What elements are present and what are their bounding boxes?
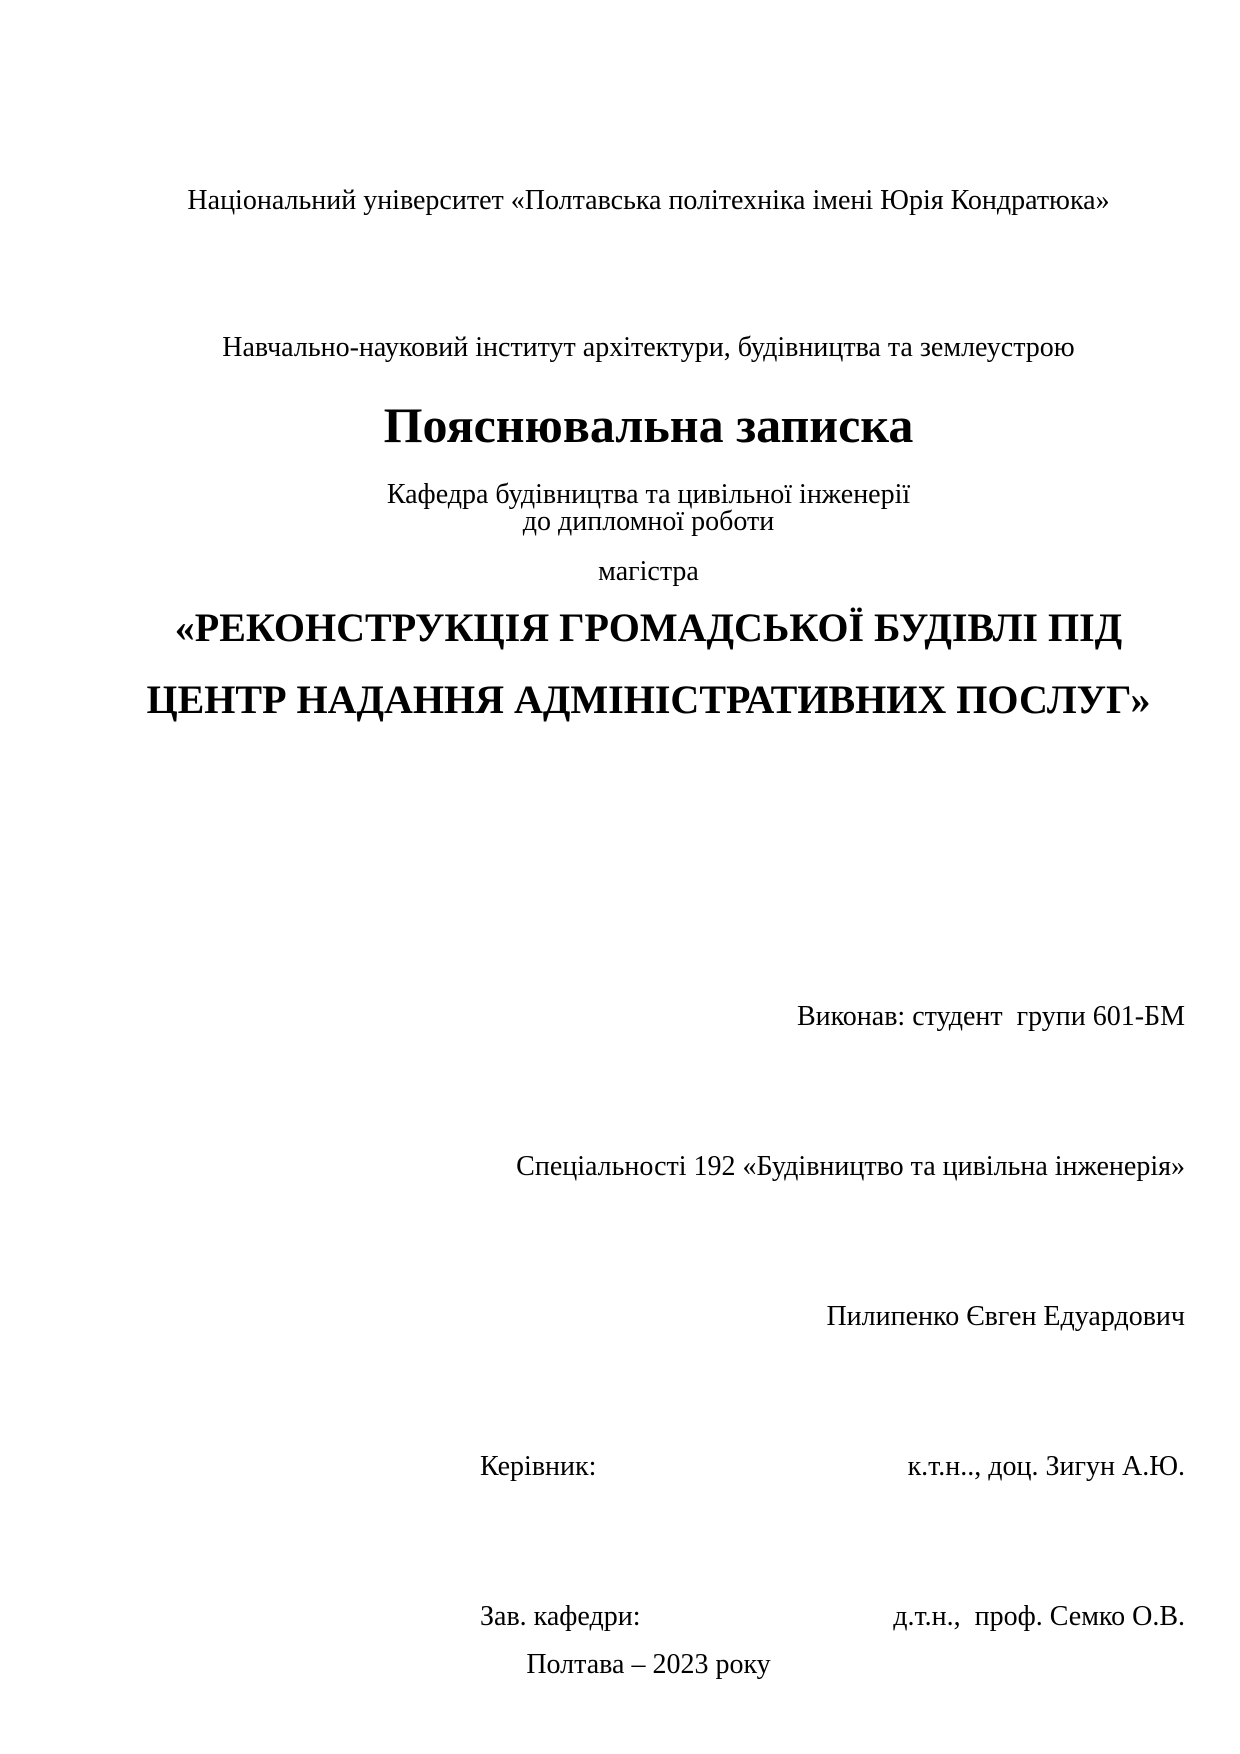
- document-subtitle: [112, 497, 1185, 597]
- department-head-row: [480, 1592, 1185, 1642]
- department-head-label: Зав. кафедри:: [480, 1601, 641, 1632]
- university-name: Національний університет «Полтавська політехніка імені Юрія Кондратюка»: [187, 185, 1110, 216]
- student-name-line: Пилипенко Євген Едуардович: [826, 1301, 1185, 1332]
- supervisor-value: к.т.н.., доц. Зигун А.Ю.: [907, 1451, 1185, 1482]
- thesis-topic-line1: «РЕКОНСТРУКЦІЯ ГРОМАДСЬКОЇ БУДІВЛІ ПІД: [174, 605, 1123, 650]
- department-name: Кафедра будівництва та цивільної інженерії: [386, 479, 911, 510]
- subtitle-work-type: до дипломної роботи: [522, 506, 775, 537]
- speciality-line: Спеціальності 192 «Будівництво та цивільна інженерія»: [516, 1151, 1185, 1182]
- executor-block: [112, 892, 1185, 1742]
- thesis-topic: [112, 592, 1185, 736]
- performed-by-line: Виконав: студент групи 601-БМ: [796, 1001, 1185, 1032]
- department-head-value: д.т.н., проф. Семко О.В.: [893, 1601, 1185, 1632]
- supervisor-row: [480, 1442, 1185, 1492]
- subtitle-degree: магістра: [598, 556, 699, 587]
- place-and-year: Полтава – 2023 року: [526, 1649, 771, 1680]
- supervisor-label: Керівник:: [480, 1451, 597, 1482]
- thesis-topic-line2: ЦЕНТР НАДАННЯ АДМІНІСТРАТИВНИХ ПОСЛУГ»: [146, 677, 1151, 722]
- institute-name: Навчально-науковий інститут архітектури, будівництва та землеустрою: [222, 332, 1075, 363]
- document-title: Пояснювальна записка: [383, 397, 914, 453]
